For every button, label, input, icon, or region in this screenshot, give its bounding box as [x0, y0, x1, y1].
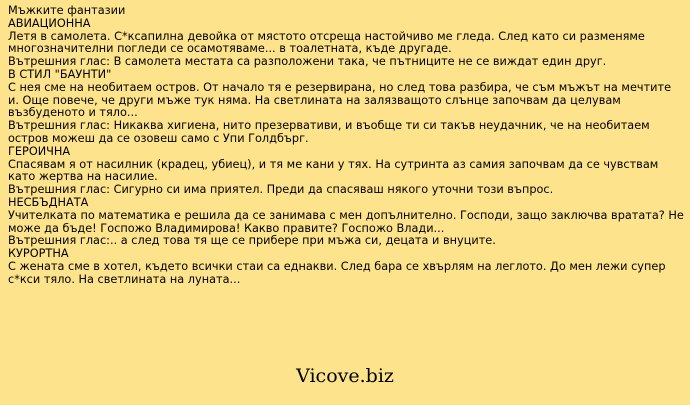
paragraph: Вътрешния глас: В самолета местата са разположени така, че пътниците не се виждат един друг. — [8, 55, 607, 69]
paragraph: Спасявам я от насилник (крадец, убиец), и тя ме кани у тях. На сутринта аз самия започвам да се чувствам като жертва на насилие. — [8, 157, 659, 184]
section-heading: НЕСБЪДНАТА — [8, 195, 89, 209]
paragraph: Вътрешния глас:.. а след това тя ще се прибере при мъжа си, децата и внуците. — [8, 234, 496, 248]
paragraph: Учителката по математика е решила да се занимава с мен допълнително. Господи, защо заключва вратата? Не може да бъде! Госпожо Владимирова! Какво правите? Госпожо Влади... — [8, 208, 684, 235]
site-watermark: Vicove.biz — [296, 365, 394, 387]
section-heading: АВИАЦИОННА — [8, 16, 91, 30]
paragraph: Вътрешния глас: Никаква хигиена, нито презервативи, и въобще ти си такъв неудачник, че на необитаем остров можеш да се озовеш само с Упи Голдбърг. — [8, 119, 650, 145]
article-title: Мъжките фантазии — [8, 4, 126, 17]
section-heading: В СТИЛ "БАУНТИ" — [8, 67, 112, 81]
section-heading: ГЕРОИЧНА — [8, 144, 71, 158]
article-text — [8, 5, 684, 287]
paragraph: С жената сме в хотел, където всички стаи са еднакви. След бара се хвърлям на леглото. До мен лежи супер с*кси тяло. На светлината на луната... — [8, 259, 666, 286]
paragraph: Летя в самолета. С*ксапилна девойка от мястото отсреща настойчиво ме гледа. След като си разменяме многозначителни погледи се осамотяваме... в тоалетната, къде другаде. — [8, 29, 645, 56]
paragraph: С нея сме на необитаем остров. От начало тя е резервирана, но след това разбира, че съм мъжът на мечтите и. Още повече, че други мъже тук няма. На светлината на залязващото слънце започвам да целувам възбуденото и тяло... — [8, 80, 672, 120]
paragraph: Вътрешния глас: Сигурно си има приятел. Преди да спасяваш някого уточни този въпрос. — [8, 183, 554, 197]
section-heading: КУРОРТНА — [8, 247, 69, 261]
